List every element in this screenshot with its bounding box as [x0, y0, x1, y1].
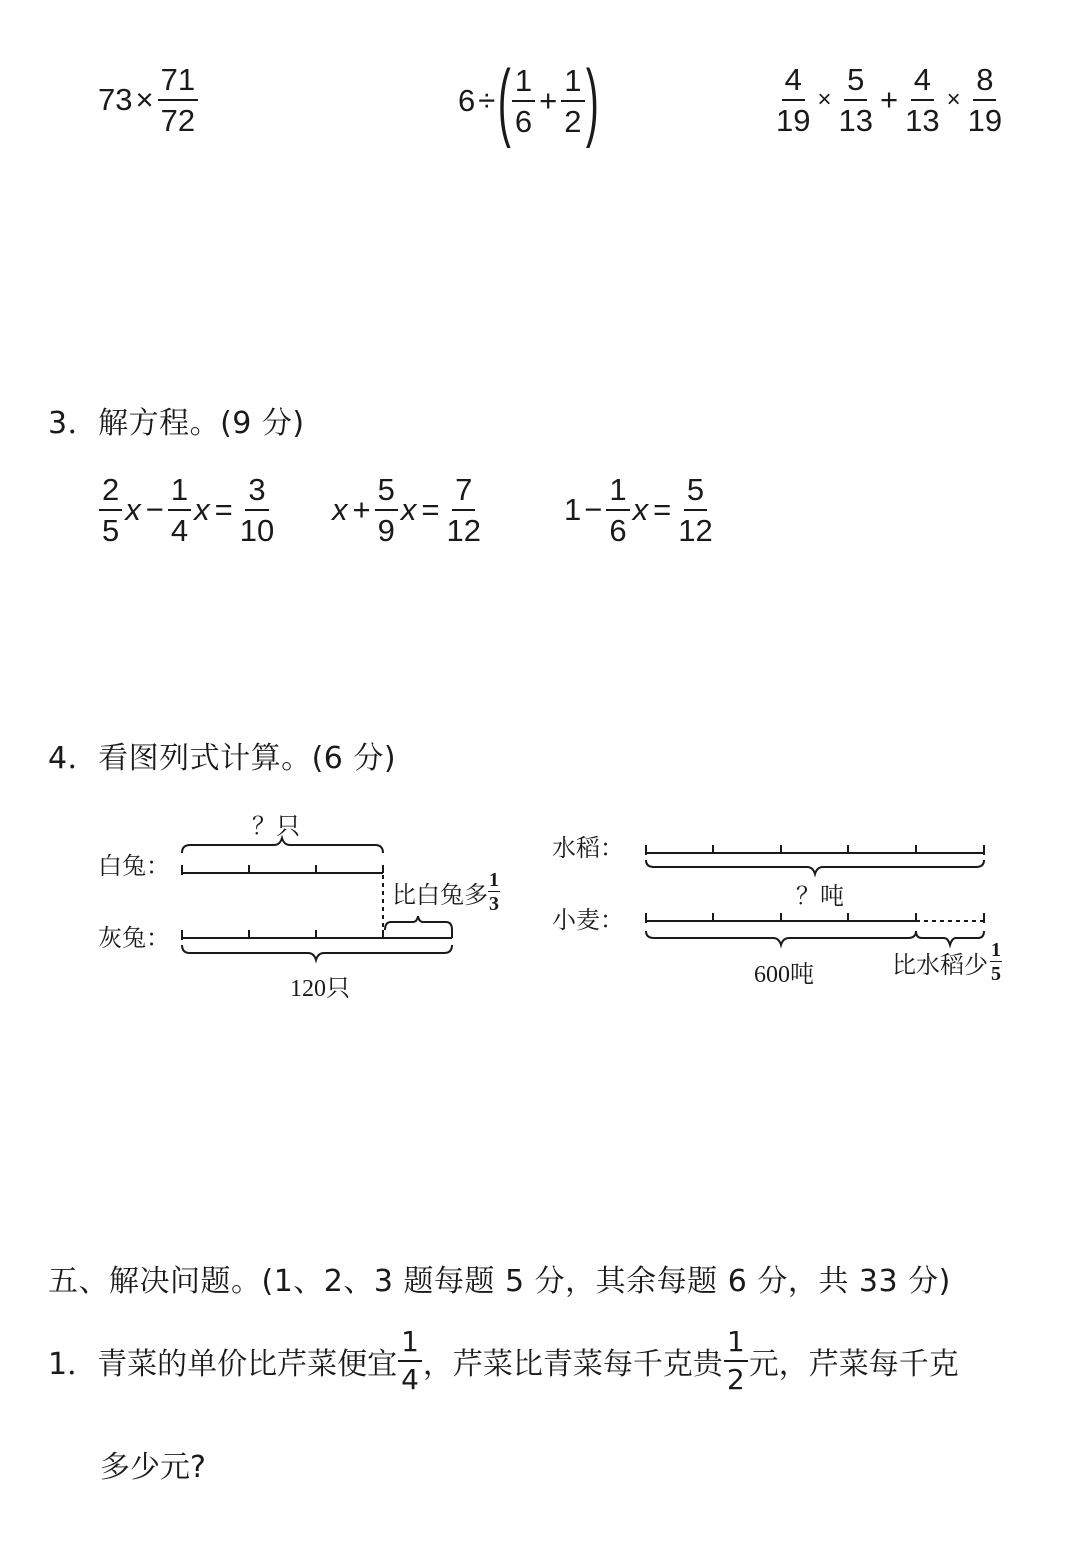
wheat-label: 小麦：	[552, 908, 624, 934]
denominator: 5	[102, 513, 120, 548]
numerator: 1	[991, 939, 1001, 961]
fraction	[99, 474, 122, 546]
variable-x: x	[632, 492, 649, 527]
operand: 1	[564, 492, 582, 527]
times-sign: ×	[946, 86, 961, 113]
wheat-amount-label: 600吨	[754, 962, 814, 988]
fraction	[675, 474, 715, 546]
wheat-brace	[646, 931, 916, 945]
denominator: 12	[446, 513, 481, 548]
denominator: 12	[678, 513, 713, 548]
right-paren: )	[585, 53, 599, 149]
total-label: 120只	[290, 976, 350, 1002]
variable-x: x	[125, 492, 141, 527]
equals-sign: =	[421, 492, 440, 527]
equation-2	[330, 474, 485, 546]
total-brace	[182, 945, 452, 960]
minus-sign: −	[145, 492, 164, 527]
fraction	[773, 64, 813, 136]
fraction	[606, 474, 629, 546]
numerator: 7	[452, 474, 475, 511]
denominator: 2	[564, 104, 582, 139]
numerator: 1	[561, 65, 584, 102]
fraction	[375, 474, 398, 546]
denominator: 2	[726, 1363, 745, 1396]
more-text: 比白兔多	[392, 882, 488, 909]
question-label: ？只	[252, 814, 300, 840]
section-4-heading: 4．看图列式计算。(6 分)	[48, 741, 397, 776]
fraction	[237, 474, 277, 546]
denominator: 9	[377, 513, 395, 548]
minus-sign: −	[584, 492, 603, 527]
variable-x: x	[194, 492, 210, 527]
fraction	[512, 65, 535, 137]
denominator: 13	[905, 103, 940, 138]
left-paren: (	[498, 53, 512, 149]
part-5-heading: 五、解决问题。(1、2、3 题每题 5 分，其余每题 6 分，共 33 分)	[48, 1264, 951, 1299]
less-text: 比水稻少	[892, 952, 988, 979]
numerator: 1	[724, 1328, 748, 1362]
less-than-rice-label	[892, 940, 1002, 984]
numerator: 5	[375, 474, 398, 511]
numerator: 3	[245, 474, 268, 511]
variable-x: x	[400, 492, 417, 527]
fraction	[168, 474, 191, 546]
fraction	[724, 1325, 748, 1396]
calc-expression-2	[458, 53, 599, 149]
numerator: 4	[782, 64, 805, 101]
white-rabbit-label: 白兔：	[98, 854, 170, 880]
plus-sign: +	[879, 82, 899, 117]
fraction	[561, 65, 584, 137]
numerator: 5	[844, 64, 867, 101]
numerator: 1	[398, 1328, 422, 1362]
rice-label: 水稻：	[552, 836, 624, 862]
fraction	[158, 64, 198, 136]
divide-sign: ÷	[478, 83, 496, 118]
fraction	[443, 474, 483, 546]
denominator: 3	[489, 893, 499, 915]
denominator: 10	[239, 513, 275, 548]
times-sign: ×	[817, 86, 832, 113]
equation-3	[564, 474, 717, 546]
fraction	[965, 64, 1005, 136]
equation-1	[98, 474, 278, 546]
numerator: 1	[606, 474, 629, 511]
question-label: ？吨	[796, 884, 844, 910]
fraction	[488, 870, 500, 914]
denominator: 5	[991, 963, 1001, 985]
numerator: 5	[684, 474, 707, 511]
denominator: 19	[967, 103, 1003, 138]
numerator: 1	[512, 65, 535, 102]
calc-expression-1	[98, 64, 199, 136]
equals-sign: =	[653, 492, 672, 527]
times-sign: ×	[135, 82, 154, 117]
numerator: 2	[99, 474, 122, 511]
plus-sign: +	[539, 83, 558, 118]
fraction	[398, 1325, 422, 1396]
numerator: 4	[911, 64, 934, 101]
question-text: 青菜的单价比芹菜便宜	[97, 1347, 398, 1382]
denominator: 6	[609, 513, 627, 548]
operand: 73	[98, 82, 133, 117]
denominator: 72	[160, 103, 196, 138]
fraction	[836, 64, 876, 136]
numerator: 71	[158, 64, 198, 101]
denominator: 13	[838, 103, 873, 138]
fraction	[902, 64, 942, 136]
question-1-line-2: 多少元?	[100, 1450, 206, 1485]
numerator: 1	[489, 869, 499, 891]
equals-sign: =	[214, 492, 233, 527]
plus-sign: +	[352, 492, 371, 527]
variable-x: x	[332, 492, 348, 527]
calc-expression-3	[772, 64, 1006, 136]
section-3-heading: 3．解方程。(9 分)	[48, 406, 305, 441]
more-brace	[385, 916, 452, 930]
question-number: 1．	[48, 1347, 98, 1382]
more-than-white-label	[392, 870, 500, 914]
denominator: 4	[401, 1363, 419, 1396]
fraction	[990, 940, 1002, 984]
denominator: 19	[776, 103, 811, 138]
gray-rabbit-label: 灰兔：	[98, 926, 170, 952]
rice-brace	[646, 860, 984, 874]
denominator: 6	[514, 104, 533, 139]
question-text: ，芹菜比青菜每千克贵	[422, 1347, 723, 1382]
numerator: 1	[168, 474, 191, 511]
question-text: 元，芹菜每千克	[748, 1347, 959, 1382]
question-1-line-1	[48, 1325, 959, 1396]
operand: 6	[458, 83, 476, 118]
numerator: 8	[973, 64, 996, 101]
denominator: 4	[170, 513, 189, 548]
